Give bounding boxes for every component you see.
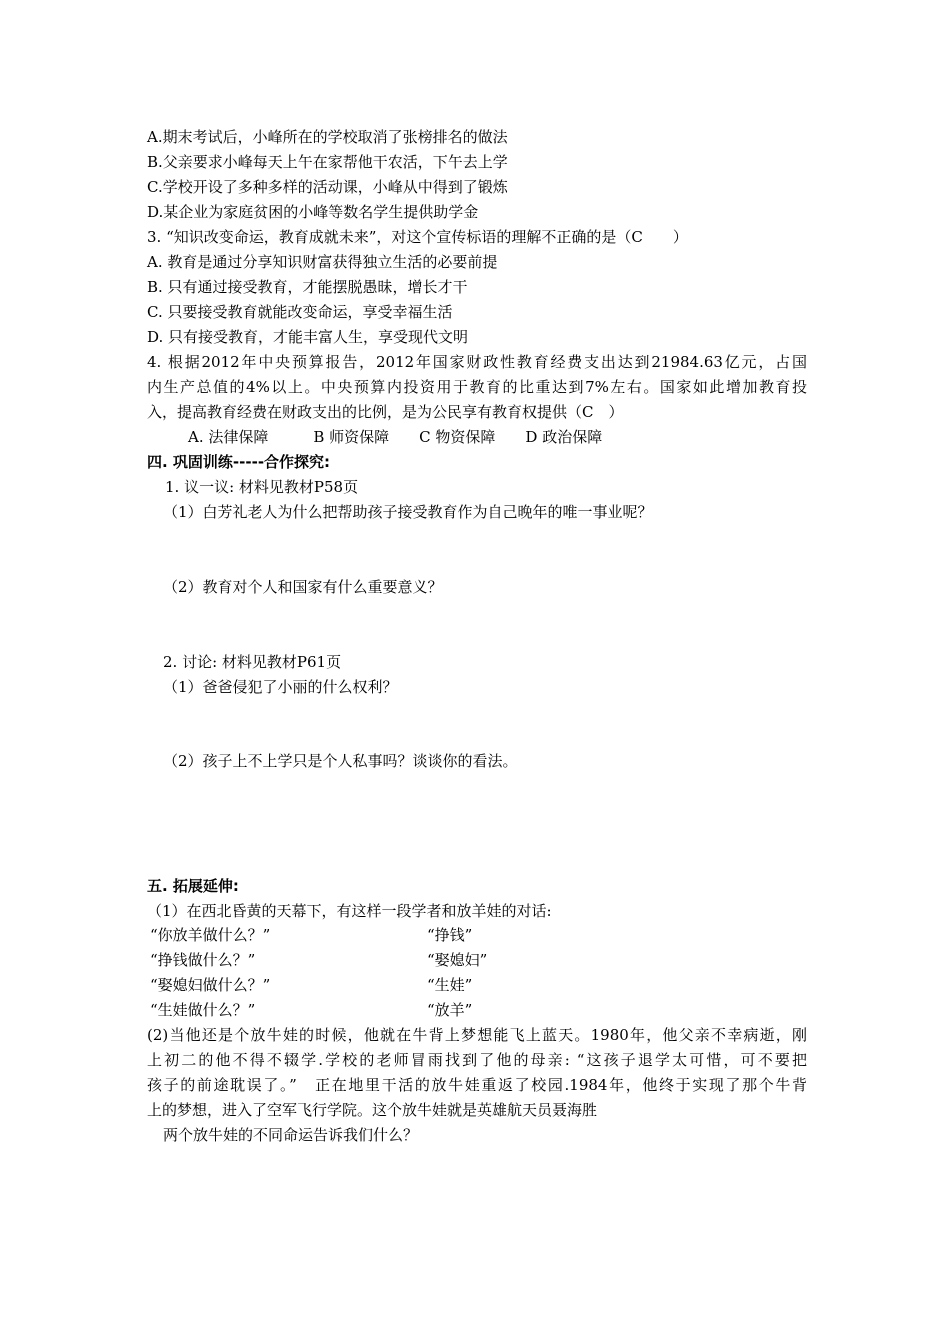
dialogue-answer: “生娃” (427, 976, 473, 994)
q2-option-c: C.学校开设了多种多样的活动课，小峰从中得到了锻炼 (147, 178, 508, 196)
section-4-item-2-question-2: （2）孩子上不上学只是个人私事吗？谈谈你的看法。 (163, 752, 518, 770)
q3-stem: 3. “知识改变命运，教育成就未来”，对这个宣传标语的理解不正确的是（C ） (147, 228, 688, 246)
q3-option-a: A. 教育是通过分享知识财富获得独立生活的必要前提 (147, 253, 498, 271)
story-line-4: 上的梦想，进入了空军飞行学院。这个放牛娃就是英雄航天员聂海胜 (147, 1101, 598, 1119)
section-4-item-2-question-1: （1）爸爸侵犯了小丽的什么权利？ (163, 678, 398, 696)
dialogue-question: “生娃做什么？” (150, 1001, 256, 1019)
q3-option-c: C. 只要接受教育就能改变命运，享受幸福生活 (147, 303, 453, 321)
dialogue-answer: “放羊” (427, 1001, 473, 1019)
q3-option-d: D. 只有接受教育，才能丰富人生，享受现代文明 (147, 328, 469, 346)
q2-option-d: D.某企业为家庭贫困的小峰等数名学生提供助学金 (147, 203, 479, 221)
section-4-heading: 四. 巩固训练-----合作探究: (147, 453, 331, 471)
section-5-heading: 五. 拓展延伸: (147, 877, 239, 895)
q4-options: A. 法律保障 B 师资保障 C 物资保障 D 政治保障 (188, 428, 603, 446)
story-line-1: (2)当他还是个放牛娃的时候，他就在牛背上梦想能飞上蓝天。1980年，他父亲不幸病逝，刚 (147, 1026, 807, 1044)
dialogue-question: “挣钱做什么？” (150, 951, 256, 969)
story-line-3: 孩子的前途耽误了。” 正在地里干活的放牛娃重返了校园.1984年，他终于实现了那个牛背 (147, 1076, 807, 1094)
section-4-item-1-question-2: （2）教育对个人和国家有什么重要意义？ (163, 578, 443, 596)
dialogue-question: “娶媳妇做什么？” (150, 976, 271, 994)
section-4-item-1: 1. 议一议: 材料见教材P58页 (165, 478, 359, 496)
section-4-item-1-question-1: （1）白芳礼老人为什么把帮助孩子接受教育作为自己晚年的唯一事业呢？ (163, 503, 653, 521)
q4-line-3: 入，提高教育经费在财政支出的比例，是为公民享有教育权提供（C ） (147, 403, 624, 421)
q3-option-b: B. 只有通过接受教育，才能摆脱愚昧，增长才干 (147, 278, 468, 296)
dialogue-answer: “娶媳妇” (427, 951, 488, 969)
section-4-item-2: 2. 讨论: 材料见教材P61页 (163, 653, 342, 671)
dialogue-question: “你放羊做什么？” (150, 926, 271, 944)
section-5-question: 两个放牛娃的不同命运告诉我们什么？ (163, 1126, 419, 1144)
q2-option-a: A.期末考试后，小峰所在的学校取消了张榜排名的做法 (147, 128, 508, 146)
story-line-2: 上初二的他不得不辍学.学校的老师冒雨找到了他的母亲: “这孩子退学太可惜，可不要把 (147, 1051, 807, 1069)
q4-line-1: 4. 根据2012年中央预算报告，2012年国家财政性教育经费支出达到21984.63亿元，占国 (147, 353, 807, 371)
q4-line-2: 内生产总值的4%以上。中央预算内投资用于教育的比重达到7%左右。国家如此增加教育投 (147, 378, 807, 396)
dialogue-answer: “挣钱” (427, 926, 473, 944)
q2-option-b: B.父亲要求小峰每天上午在家帮他干农活，下午去上学 (147, 153, 508, 171)
section-5-intro: （1）在西北昏黄的天幕下，有这样一段学者和放羊娃的对话: (147, 902, 552, 920)
